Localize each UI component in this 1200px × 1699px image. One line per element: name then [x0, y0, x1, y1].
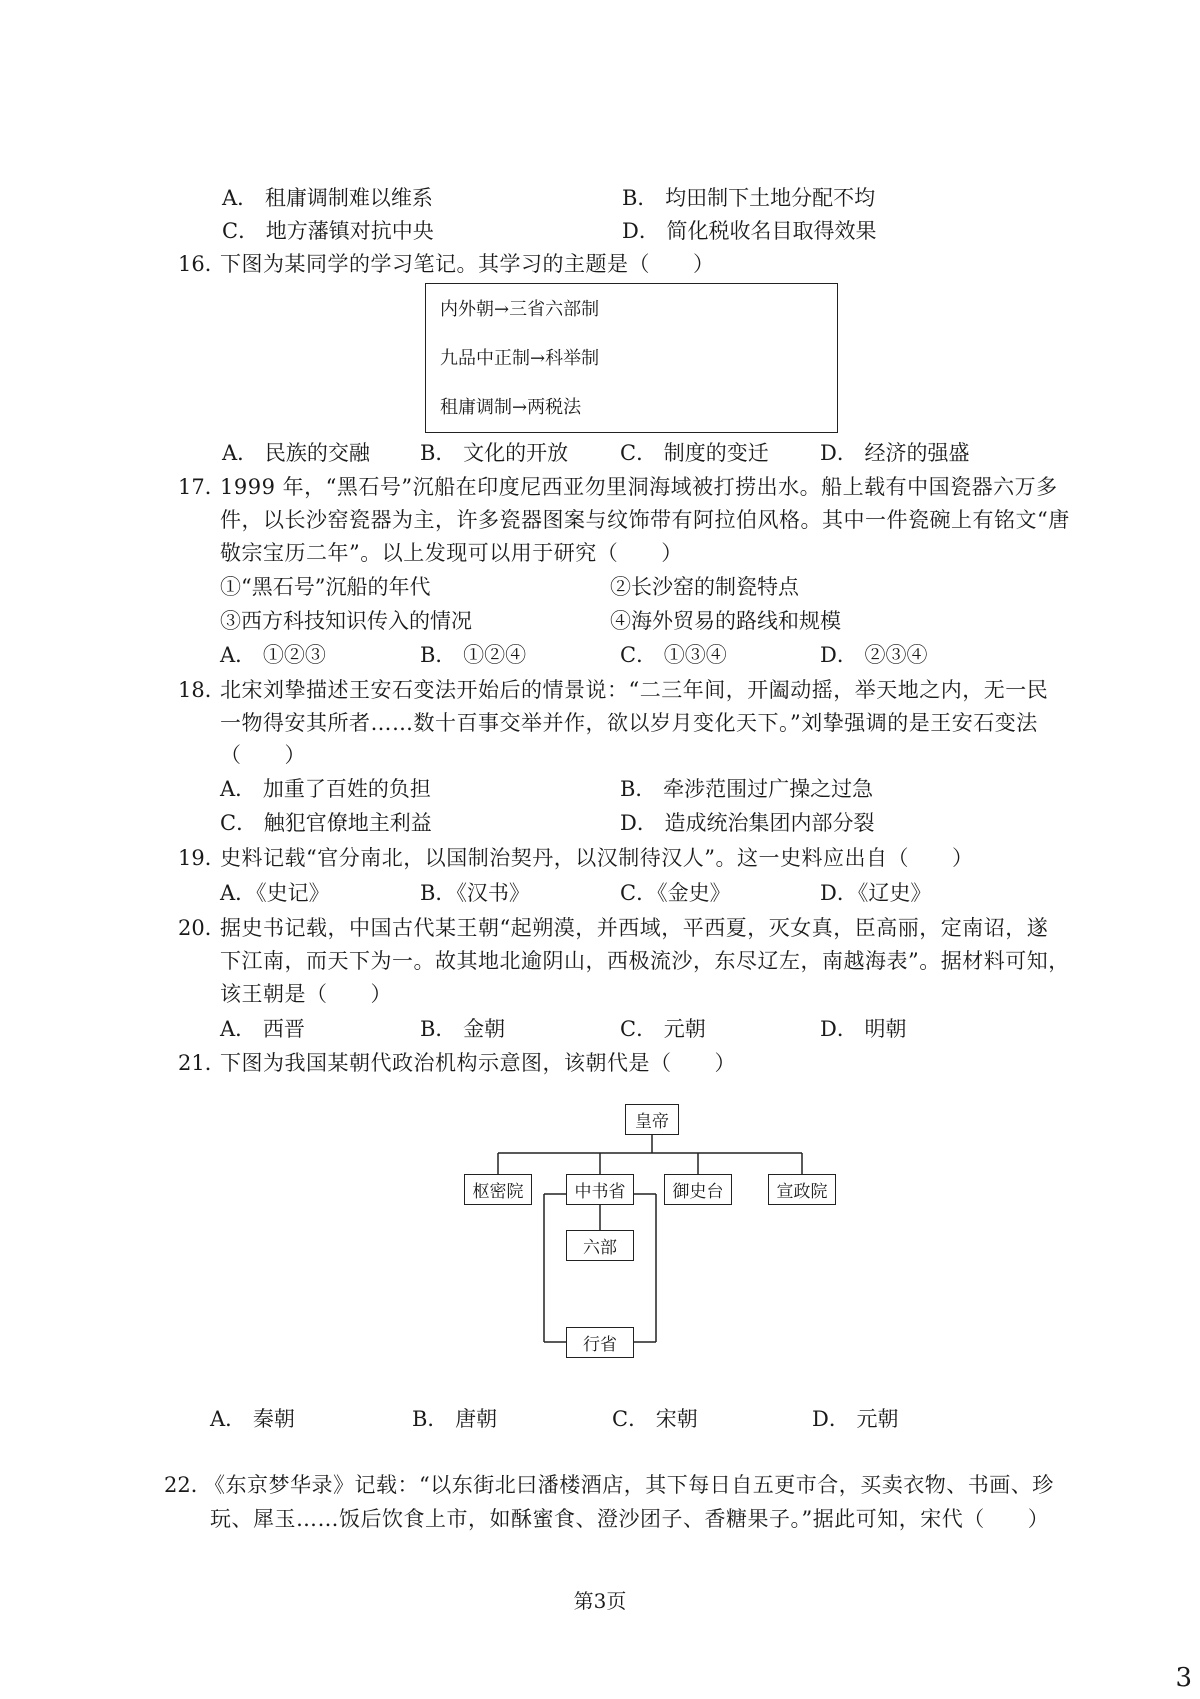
q18-option-c: C． 触犯官僚地主利益 [220, 811, 432, 835]
q16-option-c: C． 制度的变迁 [620, 441, 769, 465]
q15-option-d: D． 简化税收名目取得效果 [622, 219, 877, 243]
q15-option-a: A． 租庸调制难以维系 [222, 186, 433, 210]
q20-number: 20． [178, 916, 226, 940]
q17-stem-line-3: 敬宗宝历二年”。以上发现可以用于研究（ ） [220, 541, 683, 565]
note-line-3: 租庸调制→两税法 [440, 397, 582, 418]
emperor-box: 皇帝 [625, 1104, 679, 1135]
q17-option-c: C． ①③④ [620, 643, 727, 667]
yushitai-box: 御史台 [664, 1174, 732, 1205]
q16-number: 16． [178, 252, 226, 276]
study-note-box [425, 283, 838, 433]
q20-option-d: D． 明朝 [820, 1017, 907, 1041]
q18-stem-line-3: （ ） [220, 743, 306, 767]
q19-option-d: D．《辽史》 [820, 881, 932, 905]
q20-option-a: A． 西晋 [220, 1017, 305, 1041]
xuanzhengyuan-box: 宣政院 [768, 1174, 836, 1205]
q22-stem-line-1: 《东京梦华录》记载：“以东街北曰潘楼酒店，其下每日自五更市合，买卖衣物、书画、珍 [204, 1473, 1054, 1497]
q17-stem-line-2: 件，以长沙窑瓷器为主，许多瓷器图案与纹饰带有阿拉伯风格。其中一件瓷碗上有铭文“唐 [220, 508, 1070, 532]
q18-option-a: A． 加重了百姓的负担 [220, 777, 431, 801]
q16-option-a: A． 民族的交融 [222, 441, 370, 465]
q20-option-c: C． 元朝 [620, 1017, 706, 1041]
q21-option-a: A． 秦朝 [210, 1407, 295, 1431]
q22-number: 22． [164, 1473, 212, 1497]
liubu-box: 六部 [566, 1230, 634, 1261]
q19-number: 19． [178, 846, 226, 870]
q17-item-1: ①“黑石号”沉船的年代 [220, 575, 431, 599]
q20-stem-line-2: 下江南，而天下为一。故其地北逾阴山，西极流沙，东尽辽左，南越海表”。据材料可知， [220, 949, 1070, 973]
q15-option-b: B． 均田制下土地分配不均 [622, 186, 876, 210]
q17-item-3: ③西方科技知识传入的情况 [220, 609, 472, 633]
political-structure-diagram [440, 1098, 828, 1388]
q20-option-b: B． 金朝 [420, 1017, 506, 1041]
q16-option-d: D． 经济的强盛 [820, 441, 970, 465]
q21-option-c: C． 宋朝 [612, 1407, 698, 1431]
q17-option-a: A． ①②③ [220, 643, 326, 667]
q18-number: 18． [178, 678, 226, 702]
q19-option-a: A．《史记》 [220, 881, 330, 905]
q17-item-4: ④海外贸易的路线和规模 [610, 609, 841, 633]
q20-stem-line-3: 该王朝是（ ） [220, 982, 392, 1006]
q18-option-b: B． 牵涉范围过广操之过急 [620, 777, 874, 801]
corner-mark: 3 [1175, 1663, 1192, 1693]
zhongshusheng-box: 中书省 [566, 1174, 634, 1205]
q20-stem-line-1: 据史书记载，中国古代某王朝“起朔漠，并西域，平西夏，灭女真，臣高丽，定南诏，遂 [220, 916, 1049, 940]
q18-stem-line-1: 北宋刘挚描述王安石变法开始后的情景说：“二三年间，开阖动摇，举天地之内，无一民 [220, 678, 1049, 702]
note-line-2: 九品中正制→科举制 [440, 348, 600, 369]
q18-option-d: D． 造成统治集团内部分裂 [620, 811, 875, 835]
xingsheng-box: 行省 [566, 1327, 634, 1358]
q22-stem-line-2: 玩、犀玉……饭后饮食上市，如酥蜜食、澄沙团子、香糖果子。”据此可知，宋代（ ） [210, 1507, 1050, 1531]
q17-number: 17． [178, 475, 226, 499]
shumiyuan-box: 枢密院 [464, 1174, 532, 1205]
q17-stem-line-1: 1999 年，“黑石号”沉船在印度尼西亚勿里洞海域被打捞出水。船上载有中国瓷器六万多 [220, 475, 1058, 499]
q19-option-b: B．《汉书》 [420, 881, 530, 905]
q16-option-b: B． 文化的开放 [420, 441, 569, 465]
q21-number: 21． [178, 1051, 226, 1075]
note-line-1: 内外朝→三省六部制 [440, 299, 600, 320]
q21-stem: 下图为我国某朝代政治机构示意图，该朝代是（ ） [220, 1051, 736, 1075]
q19-stem: 史料记载“官分南北，以国制治契丹，以汉制待汉人”。这一史料应出自（ ） [220, 846, 974, 870]
q16-stem: 下图为某同学的学习笔记。其学习的主题是（ ） [220, 252, 715, 276]
q15-option-c: C． 地方藩镇对抗中央 [222, 219, 434, 243]
q21-option-b: B． 唐朝 [412, 1407, 498, 1431]
q19-option-c: C．《金史》 [620, 881, 731, 905]
q17-option-b: B． ①②④ [420, 643, 527, 667]
q21-option-d: D． 元朝 [812, 1407, 899, 1431]
q17-option-d: D． ②③④ [820, 643, 928, 667]
q17-item-2: ②长沙窑的制瓷特点 [610, 575, 799, 599]
page-number: 第3页 [573, 1589, 627, 1613]
q18-stem-line-2: 一物得安其所者……数十百事交举并作，欲以岁月变化天下。”刘挚强调的是王安石变法 [220, 711, 1038, 735]
